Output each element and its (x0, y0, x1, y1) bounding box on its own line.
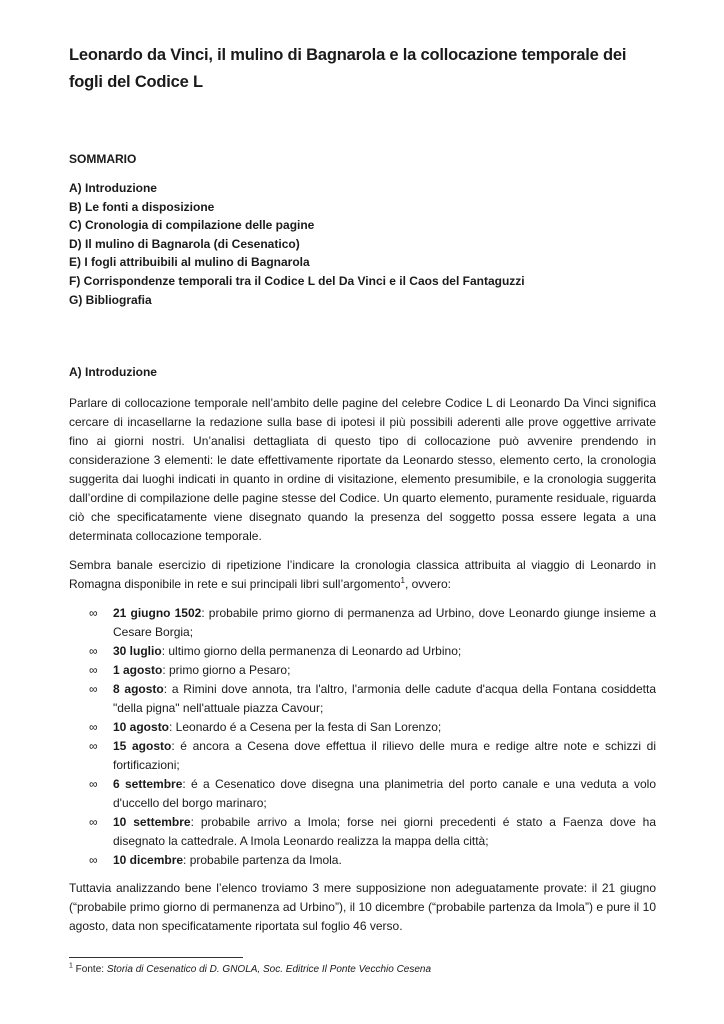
infinity-bullet-icon: ∞ (89, 606, 98, 621)
list-item-date: 6 settembre (113, 777, 183, 792)
intro-paragraph-1: Parlare di collocazione temporale nell’ambito delle pagine del celebre Codice L di Leonardo Da Vinci significa cercare di incasellarne la redazione sulla base di ipotesi il più possibili aderenti alle prove oggettive arrivate fino ai giorni nostri. Un’analisi dettagliata di questo tipo di collocazione può avvenire prendendo in considerazione 3 elementi: le date effettivamente riportate da Leonardo stesso, elemento certo, la cronologia suggerita dai luoghi indicati in quanto in ordine di visitazione, elemento presumibile, e la cronologia suggerita dall’ordine di compilazione delle pagine stesse del Codice. Un quarto elemento, puramente residuale, riguarda ciò che specificatamente viene disegnato quando la presenza del soggetto possa essere legata a una determinata collocazione temporale. (69, 396, 656, 544)
list-item-date: 10 agosto (113, 720, 170, 735)
list-item-date: 1 agosto (113, 663, 163, 678)
footnote-number: 1 (69, 962, 73, 970)
table-of-contents (69, 179, 656, 309)
list-item-date: 30 luglio (113, 644, 162, 659)
footnote-divider (69, 957, 243, 958)
list-item (69, 604, 656, 642)
infinity-bullet-icon: ∞ (89, 777, 98, 792)
list-item (69, 718, 656, 737)
document-title: Leonardo da Vinci, il mulino di Bagnarola e la collocazione temporale dei fogli del Codice L (69, 46, 627, 91)
list-item-text: : probabile arrivo a Imola; forse nei giorni precedenti é stato a Faenza dove ha disegnato la cattedrale. A Imola Leonardo realizza la mappa della città; (113, 815, 657, 849)
list-item-text: : primo giorno a Pesaro; (162, 663, 291, 678)
section-heading: A) Introduzione (69, 365, 157, 380)
infinity-bullet-icon: ∞ (89, 720, 98, 735)
intro-paragraph-2 (69, 556, 656, 594)
infinity-bullet-icon: ∞ (89, 815, 98, 830)
list-item (69, 851, 656, 870)
list-item-date: 10 dicembre (113, 853, 184, 868)
list-item-text: : é ancora a Cesena dove effettua il rilievo delle mura e redige altre note e schizzi di fortificazioni; (113, 739, 656, 773)
infinity-bullet-icon: ∞ (89, 853, 98, 868)
chronology-list (69, 604, 656, 870)
list-item (69, 642, 656, 661)
summary-heading: SOMMARIO (69, 152, 137, 166)
toc-item: E) I fogli attribuibili al mulino di Bagnarola (69, 255, 310, 270)
list-item-text: : ultimo giorno della permanenza di Leonardo ad Urbino; (161, 644, 462, 659)
list-item-date: 8 agosto (113, 682, 164, 697)
paragraph-text: Sembra banale esercizio di ripetizione l’indicare la cronologia classica attribuita al viaggio di Leonardo in Romagna disponibile in rete e sui principali libri sull’argomento (69, 558, 656, 592)
list-item (69, 813, 656, 851)
intro-paragraph-3: Tuttavia analizzando bene l’elenco troviamo 3 mere supposizione non adeguatamente provate: il 21 giugno (“probabile primo giorno di permanenza ad Urbino”), il 10 dicembre (“probabile partenza da Imola”) e pure il 10 agosto, data non specificatamente riportata sul foglio 46 verso. (69, 881, 656, 934)
list-item-text: : a Rimini dove annota, tra l'altro, l'armonia delle cadute d'acqua della Fontana cosiddetta "della pigna" nell'attuale piazza Cavour; (113, 682, 657, 716)
infinity-bullet-icon: ∞ (89, 644, 98, 659)
footnote-prefix: Fonte: (72, 964, 107, 975)
footnote (69, 963, 431, 977)
toc-item: G) Bibliografia (69, 292, 152, 307)
list-item-date: 10 settembre (113, 815, 191, 830)
toc-item: B) Le fonti a disposizione (69, 199, 215, 214)
list-item-date: 15 agosto (113, 739, 172, 754)
list-item-text: : probabile partenza da Imola. (183, 853, 342, 868)
toc-item: D) Il mulino di Bagnarola (di Cesenatico) (69, 236, 300, 251)
toc-item: A) Introduzione (69, 181, 157, 195)
infinity-bullet-icon: ∞ (89, 739, 98, 754)
toc-item: C) Cronologia di compilazione delle pagine (69, 218, 315, 233)
paragraph-text: , ovvero: (404, 577, 451, 592)
document-page (69, 42, 656, 936)
list-item-text: : probabile primo giorno di permanenza ad Urbino, dove Leonardo giunge insieme a Cesare Borgia; (113, 606, 657, 640)
list-item (69, 775, 656, 813)
infinity-bullet-icon: ∞ (89, 682, 98, 697)
list-item-text: : Leonardo é a Cesena per la festa di San Lorenzo; (169, 720, 442, 735)
list-item (69, 680, 656, 718)
footnote-source: Storia di Cesenatico di D. GNOLA, Soc. Editrice Il Ponte Vecchio Cesena (106, 964, 432, 975)
footnote-reference[interactable]: 1 (400, 576, 405, 586)
list-item (69, 737, 656, 775)
infinity-bullet-icon: ∞ (89, 663, 98, 678)
list-item-text: : é a Cesenatico dove disegna una planimetria del porto canale e una veduta a volo d'uccello del borgo marinaro; (113, 777, 656, 811)
list-item-date: 21 giugno 1502 (113, 606, 202, 621)
toc-item: F) Corrispondenze temporali tra il Codice L del Da Vinci e il Caos del Fantaguzzi (69, 273, 525, 288)
list-item (69, 661, 656, 680)
